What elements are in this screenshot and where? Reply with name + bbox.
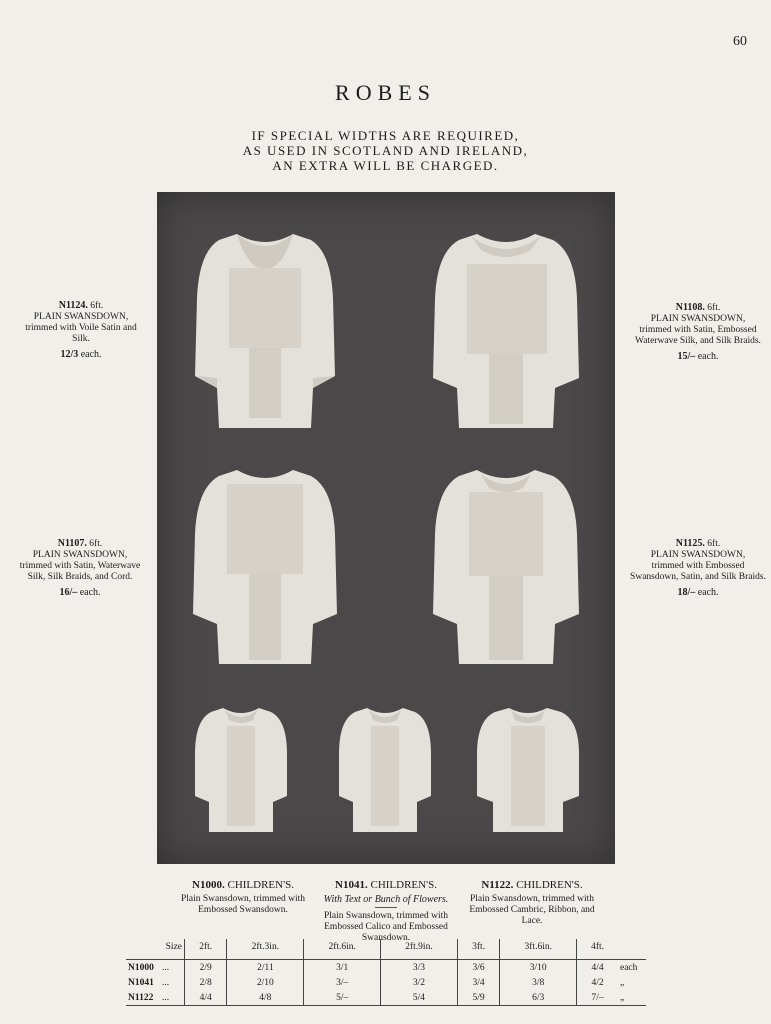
caption-heading: CHILDREN'S. — [516, 879, 583, 891]
robe-n1108-image — [431, 228, 581, 428]
caption-n1041 — [318, 880, 454, 944]
price-cell: 3/8 — [500, 975, 577, 990]
price-cell: 5/– — [304, 990, 381, 1006]
robe-n1124-image — [193, 228, 337, 428]
notice-line: AN EXTRA WILL BE CHARGED. — [272, 158, 499, 173]
size-column-header: 3ft. — [457, 939, 499, 960]
price-cell: 3/4 — [457, 975, 499, 990]
caption-rule — [375, 907, 397, 908]
item-code: N1107. — [57, 538, 87, 549]
robe-n1000-image — [193, 704, 289, 832]
caption-n1000 — [176, 880, 310, 916]
robe-n1125-image — [431, 464, 581, 664]
size-column-header: 2ft.9in. — [381, 939, 458, 960]
row-suffix: „ — [620, 977, 625, 988]
caption-n1122 — [464, 880, 600, 927]
size-column-header: 2ft. — [185, 939, 227, 960]
notice-line: AS USED IN SCOTLAND AND IRELAND, — [242, 143, 529, 158]
item-name: PLAIN SWANSDOWN, — [650, 314, 746, 324]
item-size: 6ft. — [707, 303, 721, 313]
caption-code: N1122. — [481, 879, 514, 891]
row-dots: ... — [160, 990, 185, 1006]
page-title: ROBES — [335, 80, 436, 105]
item-code: N1124. — [58, 300, 88, 311]
row-suffix: each — [618, 960, 646, 976]
table-row — [126, 990, 646, 1006]
size-column-header: 3ft.6in. — [500, 939, 577, 960]
page-number: 60 — [733, 34, 747, 49]
row-dots: ... — [162, 977, 170, 988]
item-code: N1108. — [675, 302, 705, 313]
price-cell: 2/9 — [185, 960, 227, 976]
row-code: N1122 — [126, 990, 160, 1006]
item-size: 6ft. — [707, 539, 721, 549]
item-description: trimmed with Satin, Waterwave Silk, Silk Braids, and Cord. — [19, 561, 141, 582]
price-cell: 3/2 — [381, 975, 458, 990]
item-price-unit: each. — [79, 587, 101, 598]
item-description: trimmed with Embossed Swansdown, Satin, and Silk Braids. — [630, 561, 766, 582]
price-cell: 4/8 — [227, 990, 304, 1006]
table-row — [126, 975, 646, 990]
price-table — [126, 939, 646, 1006]
caption-subtitle: With Text or Bunch of Flowers. — [323, 894, 449, 905]
item-name: PLAIN SWANSDOWN, — [33, 312, 129, 322]
item-price: 18/– — [677, 587, 696, 598]
item-n1125 — [630, 538, 766, 598]
item-n1124 — [20, 300, 142, 360]
table-row — [126, 960, 646, 976]
item-code: N1125. — [675, 538, 705, 549]
robe-n1122-image — [475, 704, 581, 832]
item-price-unit: each. — [80, 349, 102, 360]
item-name: PLAIN SWANSDOWN, — [32, 550, 128, 560]
item-n1107 — [14, 538, 146, 598]
item-price: 15/– — [677, 351, 696, 362]
row-code: N1041 — [128, 977, 154, 988]
price-cell: 4/2 — [577, 975, 618, 990]
notice-line: IF SPECIAL WIDTHS ARE REQUIRED, — [251, 128, 520, 143]
item-description: trimmed with Satin, Embossed Waterwave Silk, and Silk Braids. — [635, 325, 761, 346]
size-label: Size — [165, 941, 182, 952]
price-cell: 2/10 — [227, 975, 304, 990]
item-price: 12/3 — [60, 349, 79, 360]
caption-heading: CHILDREN'S. — [227, 879, 294, 891]
caption-code: N1041. — [335, 879, 368, 891]
item-size: 6ft. — [90, 301, 104, 311]
item-name: PLAIN SWANSDOWN, — [650, 550, 746, 560]
item-n1108 — [630, 302, 766, 362]
item-description: trimmed with Voile Satin and Silk. — [25, 323, 137, 344]
item-price-unit: each. — [697, 587, 719, 598]
caption-description: Plain Swansdown, trimmed with Embossed Swansdown. — [180, 894, 306, 915]
caption-code: N1000. — [192, 879, 225, 891]
price-cell: 7/– — [577, 990, 618, 1006]
price-cell: 2/8 — [185, 975, 227, 990]
caption-description: Plain Swansdown, trimmed with Embossed Cambric, Ribbon, and Lace. — [469, 894, 595, 926]
price-table-header — [126, 939, 646, 960]
price-cell: 5/9 — [457, 990, 499, 1006]
robes-photograph — [157, 192, 615, 864]
price-cell: 6/3 — [500, 990, 577, 1006]
size-column-header: 2ft.6in. — [304, 939, 381, 960]
size-column-header: 4ft. — [577, 939, 618, 960]
robe-n1107-image — [191, 464, 339, 664]
item-price-unit: each. — [697, 351, 719, 362]
row-dots: ... — [160, 960, 185, 976]
caption-heading: CHILDREN'S. — [370, 879, 437, 891]
robe-n1041-image — [337, 704, 433, 832]
price-cell: 3/– — [304, 975, 381, 990]
price-cell: 3/1 — [304, 960, 381, 976]
price-cell: 3/3 — [381, 960, 458, 976]
item-price: 16/– — [59, 587, 78, 598]
row-suffix: „ — [618, 990, 646, 1006]
price-cell: 4/4 — [577, 960, 618, 976]
price-cell: 5/4 — [381, 990, 458, 1006]
item-size: 6ft. — [89, 539, 103, 549]
price-cell: 3/6 — [457, 960, 499, 976]
row-code: N1000 — [126, 960, 160, 976]
price-cell: 4/4 — [185, 990, 227, 1006]
price-cell: 2/11 — [227, 960, 304, 976]
price-cell: 3/10 — [500, 960, 577, 976]
size-column-header: 2ft.3in. — [227, 939, 304, 960]
width-notice — [0, 128, 771, 173]
caption-description: Plain Swansdown, trimmed with Embossed Calico and Embossed Swansdown. — [323, 911, 449, 943]
